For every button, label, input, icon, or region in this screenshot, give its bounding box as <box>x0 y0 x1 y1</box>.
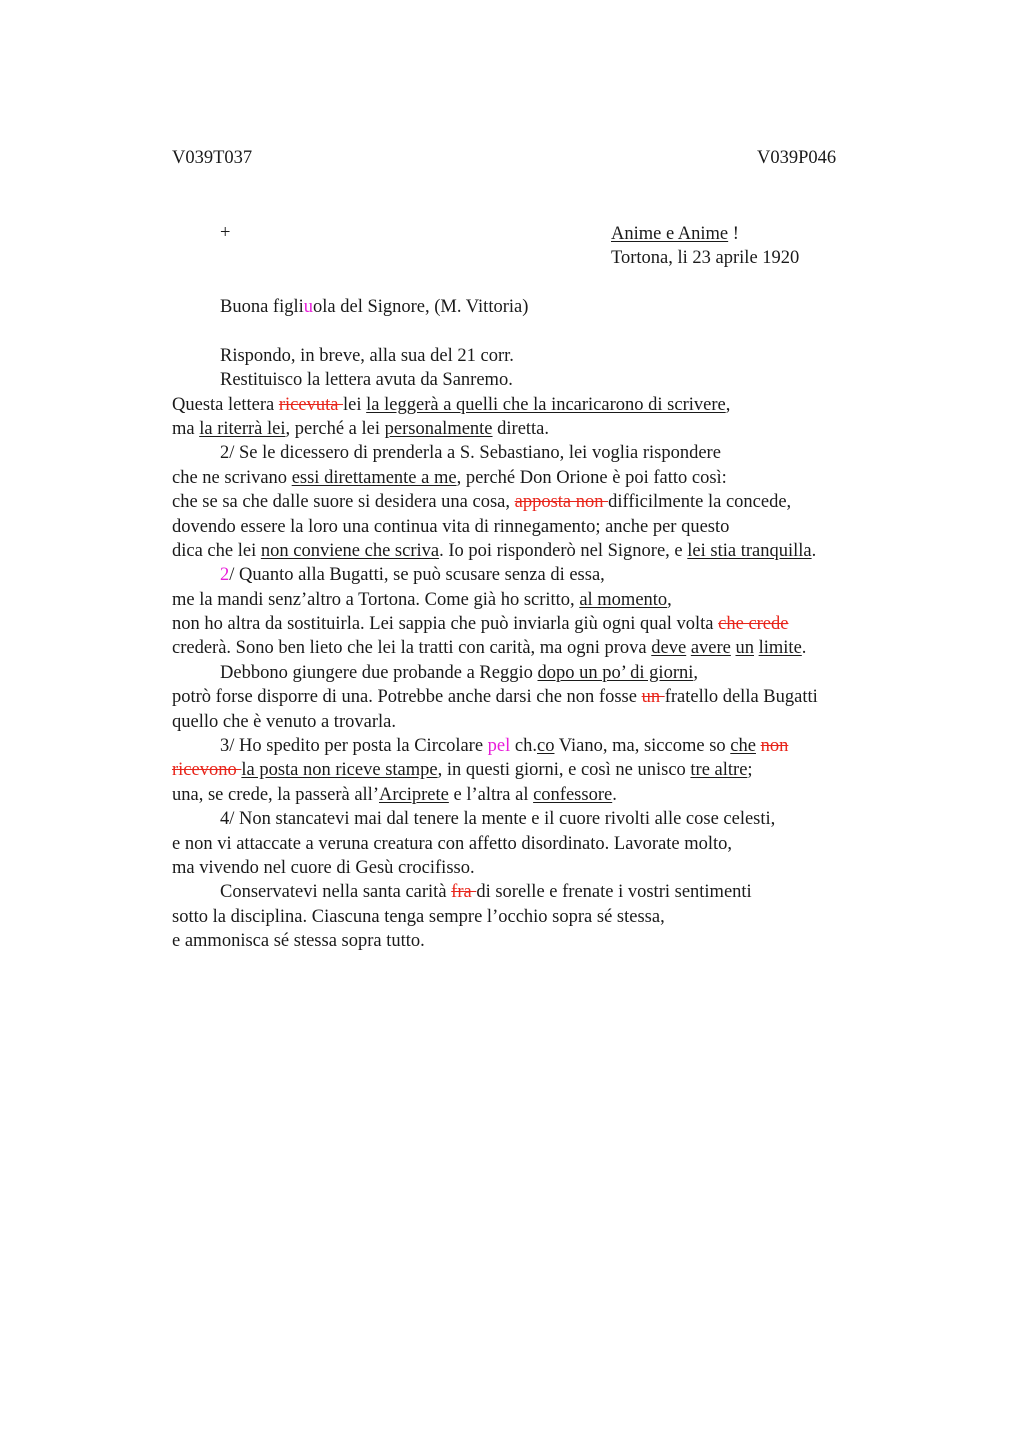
place-date: Tortona, li 23 aprile 1920 <box>611 248 800 268</box>
underlined-text: non conviene che scriva <box>260 540 440 561</box>
text-line <box>172 466 912 490</box>
document-code-right: V039P046 <box>757 148 837 168</box>
underlined-text: co <box>537 736 555 757</box>
text-span: una, se crede, la passerà all’ <box>172 784 379 805</box>
text-span: potrò forse disporre di una. Potrebbe anche darsi che non fosse <box>172 687 642 708</box>
greeting-text: ola del Signore, (M. Vittoria) <box>313 297 529 317</box>
text-span: crederà. Sono ben lieto che lei la tratti con carità, ma ogni prova <box>172 638 652 659</box>
text-span: Questa lettera <box>172 394 279 415</box>
deleted-text: apposta non <box>514 492 609 513</box>
text-line: quello che è venuto a trovarla. <box>172 711 396 732</box>
text-span: che se sa che dalle suore si desidera una cosa, <box>172 492 515 513</box>
text-span: / Quanto alla Bugatti, se può scusare senza di essa, <box>229 565 605 586</box>
deleted-text: fra <box>451 882 477 903</box>
text-span: non ho altra da sostituirla. Lei sappia che può inviarla giù ogni qual volta <box>172 614 719 635</box>
underlined-text: un <box>735 638 754 659</box>
text-span: dica che lei <box>172 540 261 561</box>
text-span: me la mandi senz’altro a Tortona. Come già ho scritto, <box>172 589 580 610</box>
underlined-text: la leggerà a quelli che la incaricarono di scrivere <box>366 394 726 415</box>
text-span: . <box>801 638 807 659</box>
greeting-text: Buona figli <box>220 297 304 317</box>
text-span: . <box>811 540 817 561</box>
text-span: , <box>667 589 672 610</box>
text-span: fratello della Bugatti <box>664 687 818 708</box>
underlined-text: la posta non riceve stampe <box>241 760 438 781</box>
text-span: , <box>725 394 731 415</box>
letter-heading <box>611 222 799 270</box>
text-line: sotto la disciplina. Ciascuna tenga sempre l’occhio sopra sé stessa, <box>172 906 665 927</box>
text-line: dovendo essere la loro una continua vita di rinnegamento; anche per questo <box>172 516 730 537</box>
text-span: Conservatevi nella santa carità <box>220 882 452 903</box>
underlined-text: al momento <box>579 589 668 610</box>
text-span: diretta. <box>492 418 550 439</box>
text-span: 3/ Ho spedito per posta la Circolare <box>220 736 488 757</box>
text-line <box>172 393 912 417</box>
text-line: 4/ Non stancatevi mai dal tenere la mente e il cuore rivolti alle cose celesti, <box>220 809 776 830</box>
text-line: 2/ Se le dicessero di prenderla a S. Sebastiano, lei voglia rispondere <box>220 443 721 464</box>
text-line <box>172 661 912 685</box>
text-span: , in questi giorni, e così ne unisco <box>437 760 691 781</box>
text-span: Viano, ma, siccome so <box>554 736 731 757</box>
text-span: difficilmente la concede, <box>608 492 792 513</box>
text-span: lei <box>343 394 367 415</box>
underlined-text: personalmente <box>384 418 493 439</box>
text-line <box>172 636 912 660</box>
text-line: Restituisco la lettera avuta da Sanremo. <box>220 370 513 391</box>
motto-title: Anime e Anime <box>611 224 729 244</box>
text-span: . <box>612 784 617 805</box>
text-line <box>172 563 912 587</box>
text-line: ma vivendo nel cuore di Gesù crocifisso. <box>172 857 475 878</box>
spacer <box>172 319 912 343</box>
text-line <box>172 880 912 904</box>
text-line <box>172 685 912 709</box>
text-span: di sorelle e frenate i vostri sentimenti <box>476 882 752 903</box>
letter-body <box>172 295 912 954</box>
deleted-text: un <box>641 687 665 708</box>
motto-line <box>611 222 799 246</box>
text-span: , <box>693 662 698 683</box>
inserted-text: 2 <box>220 565 230 586</box>
underlined-text: avere <box>690 638 731 659</box>
text-line <box>172 758 912 782</box>
cross-symbol: + <box>220 223 231 243</box>
deleted-text: ricevono <box>172 760 242 781</box>
text-span: che ne scrivano <box>172 467 292 488</box>
underlined-text: dopo un po’ di giorni <box>537 662 694 683</box>
text-line <box>172 490 912 514</box>
text-line <box>172 783 912 807</box>
deleted-text: ricevuta <box>278 394 344 415</box>
underlined-text: che <box>730 736 756 757</box>
text-line <box>172 734 912 758</box>
underlined-text: lei stia tranquilla <box>687 540 812 561</box>
underlined-text: deve <box>651 638 687 659</box>
text-span: . Io poi risponderò nel Signore, e <box>439 540 688 561</box>
text-span: ma <box>172 418 200 439</box>
deleted-text: che crede <box>718 614 789 635</box>
text-line: e non vi attaccate a veruna creatura con affetto disordinato. Lavorate molto, <box>172 833 733 854</box>
text-span: , perché Don Orione è poi fatto così: <box>456 467 727 488</box>
document-code-left: V039T037 <box>172 148 253 168</box>
inserted-text: pel <box>487 736 511 757</box>
motto-punct: ! <box>728 224 739 244</box>
text-line <box>172 417 912 441</box>
underlined-text: limite <box>758 638 802 659</box>
text-line <box>172 612 912 636</box>
text-span: Debbono giungere due probande a Reggio <box>220 662 538 683</box>
inserted-letter: u <box>303 297 314 317</box>
text-line: Rispondo, in breve, alla sua del 21 corr. <box>220 345 514 366</box>
text-span: , perché a lei <box>285 418 385 439</box>
underlined-text: la riterrà lei <box>199 418 286 439</box>
underlined-text: Arciprete <box>379 784 449 805</box>
greeting <box>172 295 912 319</box>
text-line <box>172 588 912 612</box>
text-span: ; <box>747 760 753 781</box>
text-span: e l’altra al <box>448 784 534 805</box>
underlined-text: tre altre <box>690 760 748 781</box>
text-line <box>172 539 912 563</box>
text-line: e ammonisca sé stessa sopra tutto. <box>172 931 425 952</box>
text-span: ch. <box>510 736 537 757</box>
underlined-text: essi direttamente a me <box>291 467 457 488</box>
deleted-text: non <box>760 736 789 757</box>
underlined-text: confessore <box>533 784 613 805</box>
